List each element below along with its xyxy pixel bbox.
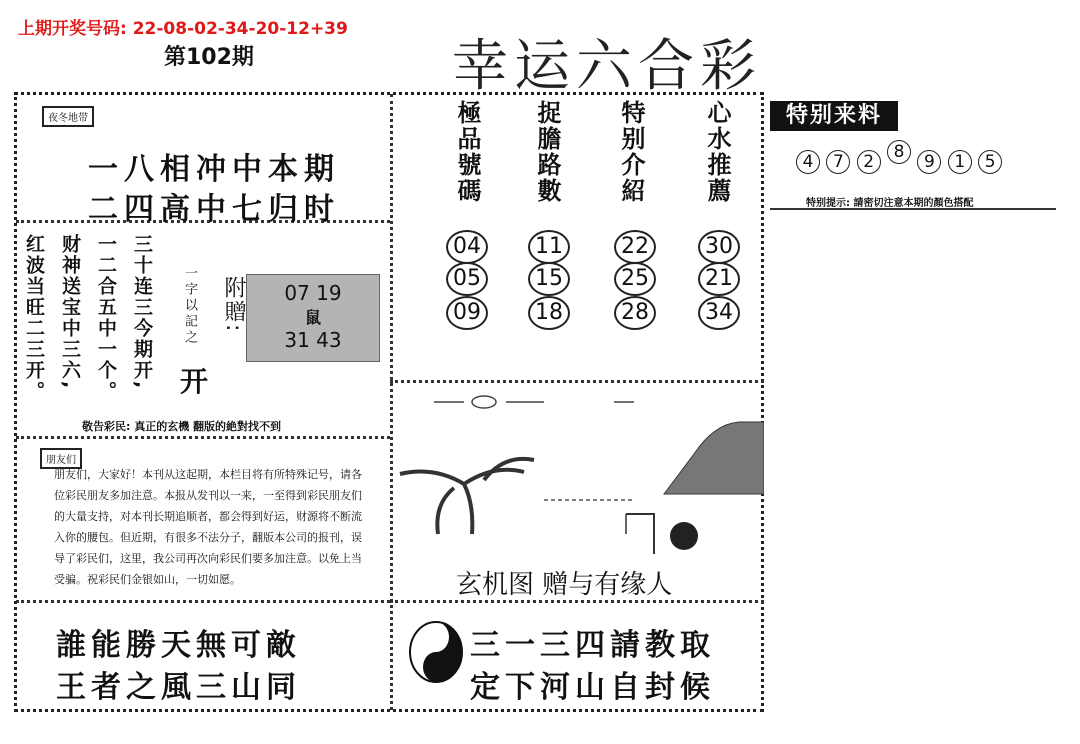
verse-column-4: 红波当旺二三开。: [23, 234, 45, 402]
bottom-right-verse-2: 定下河山自封候: [470, 670, 715, 705]
special-number: 2: [857, 150, 881, 174]
verse-column-1: 三十连三今期开,: [131, 234, 153, 391]
gift-animal: 鼠: [304, 308, 321, 327]
pick-header-3: 特别介紹: [617, 100, 646, 204]
verse-line-2: 二四高中七归时: [88, 192, 340, 227]
pick-number: 28: [614, 296, 656, 330]
center-divider: [390, 94, 393, 710]
special-number: 5: [978, 150, 1002, 174]
left-divider-3: [16, 600, 390, 603]
previous-draw-numbers: 上期开奖号码: 22-08-02-34-20-12+39: [18, 19, 348, 39]
gift-numbers-top: 07 19: [284, 281, 342, 305]
special-header: 特别来料: [770, 101, 898, 131]
right-divider-1: [390, 380, 764, 383]
pick-number: 09: [446, 296, 488, 330]
warning-note: 敬告彩民: 真正的玄機 翻版的絶對找不到: [82, 420, 282, 433]
gift-numbers-bottom: 31 43: [284, 328, 342, 352]
special-number: 9: [917, 150, 941, 174]
special-number: 7: [826, 150, 850, 174]
friends-tag: 朋友们: [40, 448, 82, 469]
gift-box: [246, 274, 380, 362]
pick-header-2: 捉膽路數: [533, 100, 562, 204]
verse-column-2: 一二合五中一个。: [95, 234, 117, 402]
mountain: [664, 422, 764, 494]
special-divider: [770, 208, 1056, 210]
special-number: 8: [887, 140, 911, 164]
taiji-icon: [408, 620, 464, 684]
issue-number: 第102期: [164, 45, 254, 70]
pick-number: 21: [698, 262, 740, 296]
friends-paragraph: 朋友们，大家好！本刊从这起期，本栏目将有所特殊记号，请各位彩民朋友多加注意。本报从发刊以一来，一至得到彩民朋友们的大量支持，对本刊长期追顺者，都会得到好运，财源将不断流入你的腰包。但近期，有很多不法分子，翻版本公司的报刊，误导了彩民们，这里，我公司再次向彩民们要多加注意。以免上当受骗。祝彩民们金银如山，一切如愿。: [54, 468, 362, 586]
picture-caption: 玄机图 赠与有缘人: [456, 570, 673, 600]
pole: [626, 514, 654, 554]
pick-header-1: 極品號碼: [453, 100, 482, 204]
special-hint: 特别提示: 請密切注意本期的顏色搭配: [806, 198, 974, 209]
pick-number: 05: [446, 262, 488, 296]
pick-number: 15: [528, 262, 570, 296]
bottom-right-verse-1: 三一三四請教取: [470, 628, 715, 663]
pick-number: 25: [614, 262, 656, 296]
tree: [400, 459, 534, 534]
bottom-verse-2: 王者之風三山同: [56, 670, 301, 705]
pick-number: 34: [698, 296, 740, 330]
bottom-verse-1: 誰能勝天無可敵: [56, 628, 301, 663]
pick-number: 22: [614, 230, 656, 264]
pick-number: 30: [698, 230, 740, 264]
pick-number: 04: [446, 230, 488, 264]
left-divider-2: [16, 436, 390, 439]
special-number: 1: [948, 150, 972, 174]
verse-line-1: 一八相冲中本期: [88, 152, 340, 187]
gift-side-note: 一字以記之: [182, 266, 197, 346]
gift-label: 附贈:: [221, 276, 246, 334]
pick-number: 18: [528, 296, 570, 330]
pick-number: 11: [528, 230, 570, 264]
pick-header-4: 心水推薦: [703, 100, 732, 204]
section-tag: 夜冬地带: [42, 106, 94, 127]
compass-symbol: [670, 522, 698, 550]
special-number: 4: [796, 150, 820, 174]
open-char: 开: [180, 365, 209, 398]
verse-column-3: 财神送宝中三六,: [59, 234, 81, 391]
page-title: 幸运六合彩: [452, 34, 762, 99]
special-numbers: [796, 142, 1002, 174]
sun: [472, 396, 496, 408]
